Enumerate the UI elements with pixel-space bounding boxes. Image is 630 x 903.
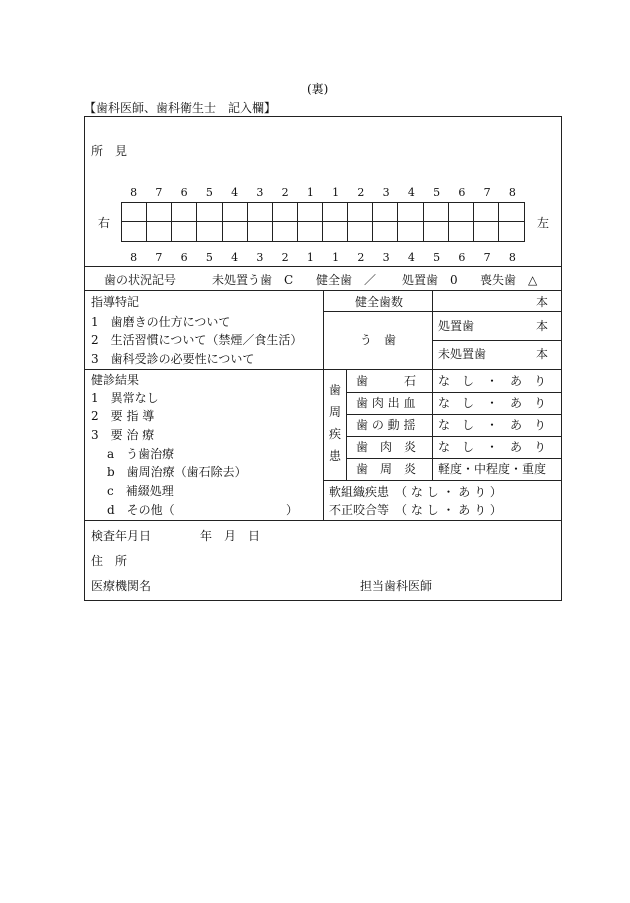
tooth-number: 1	[332, 251, 340, 264]
clinic-label: 医療機関名	[91, 579, 152, 593]
divider	[323, 290, 324, 370]
periodontal-item-name: 歯 肉 出 血	[356, 396, 416, 410]
upper-tooth-numbers	[121, 186, 525, 199]
tooth-cell[interactable]	[223, 203, 248, 222]
divider	[323, 480, 561, 481]
tooth-number: 2	[281, 251, 289, 264]
healthy-count-label: 健全歯数	[355, 295, 404, 309]
tooth-cell[interactable]	[499, 222, 524, 241]
result-item: 3 要 治 療	[91, 428, 155, 442]
right-side-label: 右	[98, 216, 111, 230]
periodontal-item-name: 歯 の 動 揺	[356, 418, 416, 432]
tooth-number: 3	[256, 251, 264, 264]
periodontal-header-char: 患	[329, 449, 342, 463]
tooth-cell[interactable]	[348, 203, 373, 222]
untreated-label: 未処置歯	[438, 347, 487, 361]
tooth-cell[interactable]	[373, 203, 398, 222]
caries-label: う 歯	[360, 333, 397, 347]
guidance-item: 1 歯磨きの仕方について	[91, 315, 231, 329]
divider	[346, 369, 347, 480]
tooth-number: 3	[256, 186, 264, 199]
legend-treated: 処置歯 0	[402, 273, 458, 287]
treated-unit: 本	[536, 319, 549, 333]
dentist-label: 担当歯科医師	[360, 579, 433, 593]
tooth-cell[interactable]	[474, 203, 499, 222]
tooth-cell[interactable]	[122, 222, 147, 241]
soft-tissue-finding: 軟組織疾患 （ な し ・ あ り ）	[329, 485, 502, 499]
tooth-number: 2	[357, 186, 365, 199]
dental-chart-grid[interactable]	[121, 202, 525, 242]
divider	[323, 369, 324, 520]
tooth-number: 8	[130, 251, 138, 264]
tooth-cell[interactable]	[449, 222, 474, 241]
tooth-number: 6	[180, 251, 188, 264]
divider	[346, 436, 561, 437]
tooth-cell[interactable]	[398, 222, 423, 241]
results-title: 健診結果	[91, 373, 140, 387]
healthy-count-unit: 本	[536, 295, 549, 309]
periodontal-item-name: 歯 周 炎	[356, 462, 417, 476]
divider	[432, 369, 433, 480]
untreated-unit: 本	[536, 347, 549, 361]
legend-healthy: 健全歯 ／	[316, 273, 377, 287]
result-subitem: d その他（	[107, 503, 175, 517]
tooth-cell[interactable]	[474, 222, 499, 241]
tooth-cell[interactable]	[499, 203, 524, 222]
guidance-item: 3 歯科受診の必要性について	[91, 352, 255, 366]
tooth-number: 2	[281, 186, 289, 199]
tooth-number: 4	[231, 186, 239, 199]
periodontal-item-value: な し ・ あ り	[438, 440, 547, 454]
legend-untreated: 未処置う歯 C	[212, 273, 294, 287]
tooth-cell[interactable]	[122, 203, 147, 222]
tooth-number: 7	[155, 186, 163, 199]
legend-title: 歯の状況記号	[104, 273, 177, 287]
tooth-number: 5	[205, 186, 213, 199]
tooth-cell[interactable]	[449, 203, 474, 222]
tooth-number: 6	[180, 186, 188, 199]
address-label: 住 所	[91, 554, 128, 568]
tooth-number: 5	[433, 251, 441, 264]
divider	[432, 340, 561, 341]
tooth-cell[interactable]	[298, 222, 323, 241]
exam-date-label: 検査年月日	[91, 529, 152, 543]
tooth-number: 6	[458, 251, 466, 264]
periodontal-item-name: 歯 石	[356, 374, 417, 388]
treated-label: 処置歯	[438, 319, 475, 333]
tooth-number: 4	[407, 251, 415, 264]
legend-missing: 喪失歯 △	[480, 273, 538, 287]
tooth-cell[interactable]	[172, 203, 197, 222]
findings-label: 所 見	[91, 144, 128, 158]
periodontal-header-char: 歯	[329, 383, 342, 397]
tooth-cell[interactable]	[348, 222, 373, 241]
tooth-number: 4	[407, 186, 415, 199]
tooth-number: 4	[231, 251, 239, 264]
divider	[323, 311, 561, 312]
periodontal-item-value: な し ・ あ り	[438, 418, 547, 432]
periodontal-item-value: な し ・ あ り	[438, 374, 547, 388]
divider	[346, 414, 561, 415]
tooth-cell[interactable]	[273, 203, 298, 222]
tooth-cell[interactable]	[147, 222, 172, 241]
malocclusion-finding: 不正咬合等 （ な し ・ あ り ）	[329, 503, 502, 517]
page-marker: (裏)	[307, 82, 329, 96]
tooth-number: 1	[306, 251, 314, 264]
tooth-number: 5	[433, 186, 441, 199]
guidance-title: 指導特記	[91, 295, 140, 309]
tooth-cell[interactable]	[323, 203, 348, 222]
tooth-number: 1	[306, 186, 314, 199]
tooth-number: 8	[508, 251, 516, 264]
tooth-cell[interactable]	[223, 222, 248, 241]
tooth-cell[interactable]	[172, 222, 197, 241]
tooth-cell[interactable]	[147, 203, 172, 222]
divider	[84, 520, 562, 521]
divider	[346, 458, 561, 459]
tooth-cell[interactable]	[424, 222, 449, 241]
periodontal-item-name: 歯 肉 炎	[356, 440, 417, 454]
tooth-number: 5	[205, 251, 213, 264]
tooth-cell[interactable]	[323, 222, 348, 241]
tooth-cell[interactable]	[248, 203, 273, 222]
left-side-label: 左	[537, 216, 550, 230]
tooth-cell[interactable]	[424, 203, 449, 222]
paren-close: ）	[286, 503, 299, 517]
result-subitem: c 補綴処理	[107, 484, 174, 498]
periodontal-item-value: な し ・ あ り	[438, 396, 547, 410]
tooth-number: 8	[508, 186, 516, 199]
tooth-cell[interactable]	[197, 222, 222, 241]
guidance-item: 2 生活習慣について（禁煙／食生活）	[91, 333, 303, 347]
tooth-cell[interactable]	[273, 222, 298, 241]
tooth-cell[interactable]	[197, 203, 222, 222]
lower-tooth-numbers	[121, 251, 525, 264]
tooth-number: 8	[130, 186, 138, 199]
exam-date-units: 年 月 日	[200, 529, 261, 543]
tooth-number: 7	[155, 251, 163, 264]
tooth-number: 6	[458, 186, 466, 199]
section-title: 【歯科医師、歯科衛生士 記入欄】	[84, 101, 277, 115]
periodontal-item-value: 軽度・中程度・重度	[438, 462, 547, 476]
periodontal-header-char: 疾	[329, 427, 342, 441]
divider	[84, 266, 562, 267]
tooth-number: 7	[483, 251, 491, 264]
periodontal-header-char: 周	[329, 405, 342, 419]
result-subitem: a う歯治療	[107, 447, 175, 461]
tooth-number: 1	[332, 186, 340, 199]
tooth-number: 3	[382, 251, 390, 264]
divider	[432, 290, 433, 370]
tooth-cell[interactable]	[298, 203, 323, 222]
result-subitem: b 歯周治療（歯石除去）	[107, 465, 247, 479]
tooth-number: 2	[357, 251, 365, 264]
result-item: 1 異常なし	[91, 391, 159, 405]
result-item: 2 要 指 導	[91, 409, 155, 423]
tooth-number: 7	[483, 186, 491, 199]
tooth-cell[interactable]	[248, 222, 273, 241]
divider	[346, 392, 561, 393]
tooth-cell[interactable]	[373, 222, 398, 241]
tooth-cell[interactable]	[398, 203, 423, 222]
tooth-number: 3	[382, 186, 390, 199]
